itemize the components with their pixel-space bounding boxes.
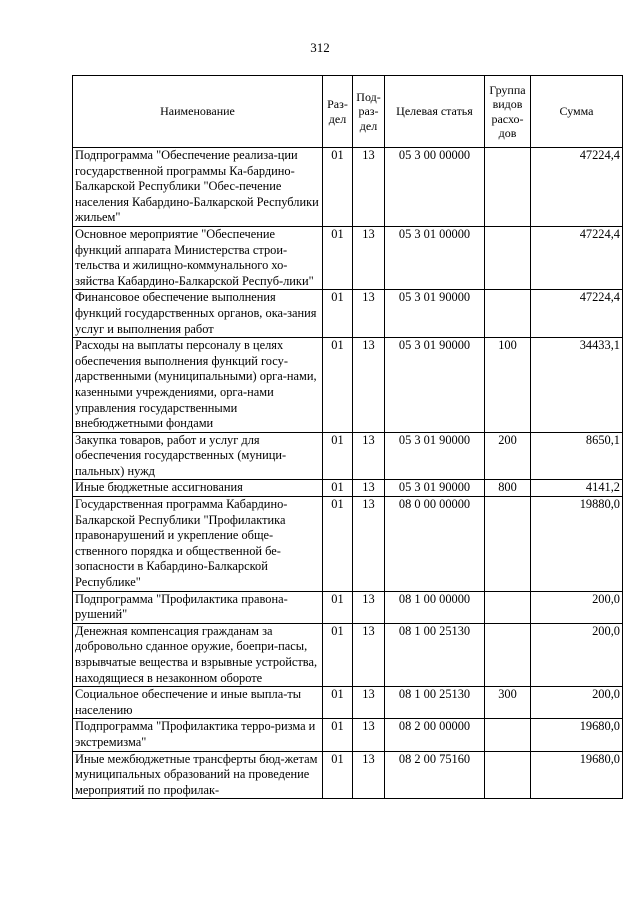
row-article: 05 3 01 90000: [385, 290, 485, 338]
row-amount: 34433,1: [531, 338, 623, 433]
page-number: 312: [310, 40, 330, 55]
row-group: [485, 591, 531, 623]
budget-table: [72, 75, 623, 799]
row-section: 01: [323, 687, 353, 719]
row-name: Денежная компенсация гражданам за добровольно сданное оружие, боепри-пасы, взрывчатые вещества и взрывные устройства, находящиеся в незаконном обороте: [73, 623, 323, 686]
row-subsection: 13: [353, 719, 385, 751]
row-group: [485, 719, 531, 751]
header-target-article: Целевая статья: [385, 76, 485, 148]
row-amount: 19880,0: [531, 497, 623, 592]
row-amount: 200,0: [531, 591, 623, 623]
row-group: [485, 497, 531, 592]
row-name: Финансовое обеспечение выполнения функций государственных органов, ока-зания услуг и выполнения работ: [73, 290, 323, 338]
row-subsection: 13: [353, 687, 385, 719]
row-article: 08 1 00 25130: [385, 687, 485, 719]
row-article: 05 3 01 90000: [385, 480, 485, 497]
table-header-row: [73, 76, 623, 148]
row-group: 100: [485, 338, 531, 433]
row-group: [485, 290, 531, 338]
row-amount: 4141,2: [531, 480, 623, 497]
row-section: 01: [323, 751, 353, 799]
row-name: Основное мероприятие "Обеспечение функций аппарата Министерства строи-тельства и жилищно-коммунального хо-зяйства Кабардино-Балкарской Респуб-лики": [73, 226, 323, 289]
row-amount: 47224,4: [531, 148, 623, 227]
row-subsection: 13: [353, 290, 385, 338]
row-amount: 47224,4: [531, 226, 623, 289]
table-row: [73, 226, 623, 289]
row-subsection: 13: [353, 480, 385, 497]
header-section: Раз-дел: [323, 76, 353, 148]
row-article: 08 0 00 00000: [385, 497, 485, 592]
header-name: Наименование: [73, 76, 323, 148]
table-row: [73, 148, 623, 227]
row-article: 08 2 00 75160: [385, 751, 485, 799]
table-row: [73, 591, 623, 623]
table-row: [73, 480, 623, 497]
row-section: 01: [323, 148, 353, 227]
row-article: 05 3 01 90000: [385, 432, 485, 480]
row-name: Подпрограмма "Профилактика правона-рушений": [73, 591, 323, 623]
table-row: [73, 497, 623, 592]
row-group: 300: [485, 687, 531, 719]
row-amount: 19680,0: [531, 751, 623, 799]
row-amount: 8650,1: [531, 432, 623, 480]
row-amount: 200,0: [531, 687, 623, 719]
table-row: [73, 338, 623, 433]
row-subsection: 13: [353, 591, 385, 623]
row-section: 01: [323, 591, 353, 623]
row-subsection: 13: [353, 497, 385, 592]
row-section: 01: [323, 290, 353, 338]
row-section: 01: [323, 719, 353, 751]
row-subsection: 13: [353, 751, 385, 799]
row-section: 01: [323, 497, 353, 592]
table-row: [73, 623, 623, 686]
row-section: 01: [323, 432, 353, 480]
row-article: 05 3 01 90000: [385, 338, 485, 433]
row-amount: 47224,4: [531, 290, 623, 338]
row-article: 05 3 00 00000: [385, 148, 485, 227]
row-name: Расходы на выплаты персоналу в целях обеспечения выполнения функций госу-дарственными (муниципальными) орга-нами, казенными учреждениями, орга-нами управления государственными внебюджетными фондами: [73, 338, 323, 433]
row-subsection: 13: [353, 148, 385, 227]
row-subsection: 13: [353, 432, 385, 480]
table-row: [73, 290, 623, 338]
header-amount: Сумма: [531, 76, 623, 148]
table-row: [73, 751, 623, 799]
row-article: 08 2 00 00000: [385, 719, 485, 751]
row-name: Подпрограмма "Обеспечение реализа-ции государственной программы Ка-бардино-Балкарской Республики "Обес-печение населения Кабардино-Балкарской Республики жильем": [73, 148, 323, 227]
row-section: 01: [323, 226, 353, 289]
row-section: 01: [323, 480, 353, 497]
header-subsection: Под-раз-дел: [353, 76, 385, 148]
table-row: [73, 687, 623, 719]
row-article: 08 1 00 00000: [385, 591, 485, 623]
row-subsection: 13: [353, 226, 385, 289]
row-name: Иные межбюджетные трансферты бюд-жетам муниципальных образований на проведение мероприятий по профилак-: [73, 751, 323, 799]
table-row: [73, 432, 623, 480]
row-group: [485, 148, 531, 227]
row-article: 08 1 00 25130: [385, 623, 485, 686]
row-subsection: 13: [353, 623, 385, 686]
row-name: Подпрограмма "Профилактика терро-ризма и экстремизма": [73, 719, 323, 751]
row-section: 01: [323, 338, 353, 433]
header-expense-group: Группа видов расхо-дов: [485, 76, 531, 148]
row-name: Закупка товаров, работ и услуг для обеспечения государственных (муници-пальных) нужд: [73, 432, 323, 480]
row-amount: 19680,0: [531, 719, 623, 751]
row-article: 05 3 01 00000: [385, 226, 485, 289]
row-group: 800: [485, 480, 531, 497]
row-name: Иные бюджетные ассигнования: [73, 480, 323, 497]
row-subsection: 13: [353, 338, 385, 433]
row-name: Государственная программа Кабардино-Балкарской Республики "Профилактика правонарушений и укрепление обще-ственного порядка и общественной бе-зопасности в Кабардино-Балкарской Республике": [73, 497, 323, 592]
row-group: 200: [485, 432, 531, 480]
row-group: [485, 751, 531, 799]
table-row: [73, 719, 623, 751]
row-section: 01: [323, 623, 353, 686]
row-group: [485, 623, 531, 686]
row-amount: 200,0: [531, 623, 623, 686]
row-name: Социальное обеспечение и иные выпла-ты населению: [73, 687, 323, 719]
row-group: [485, 226, 531, 289]
